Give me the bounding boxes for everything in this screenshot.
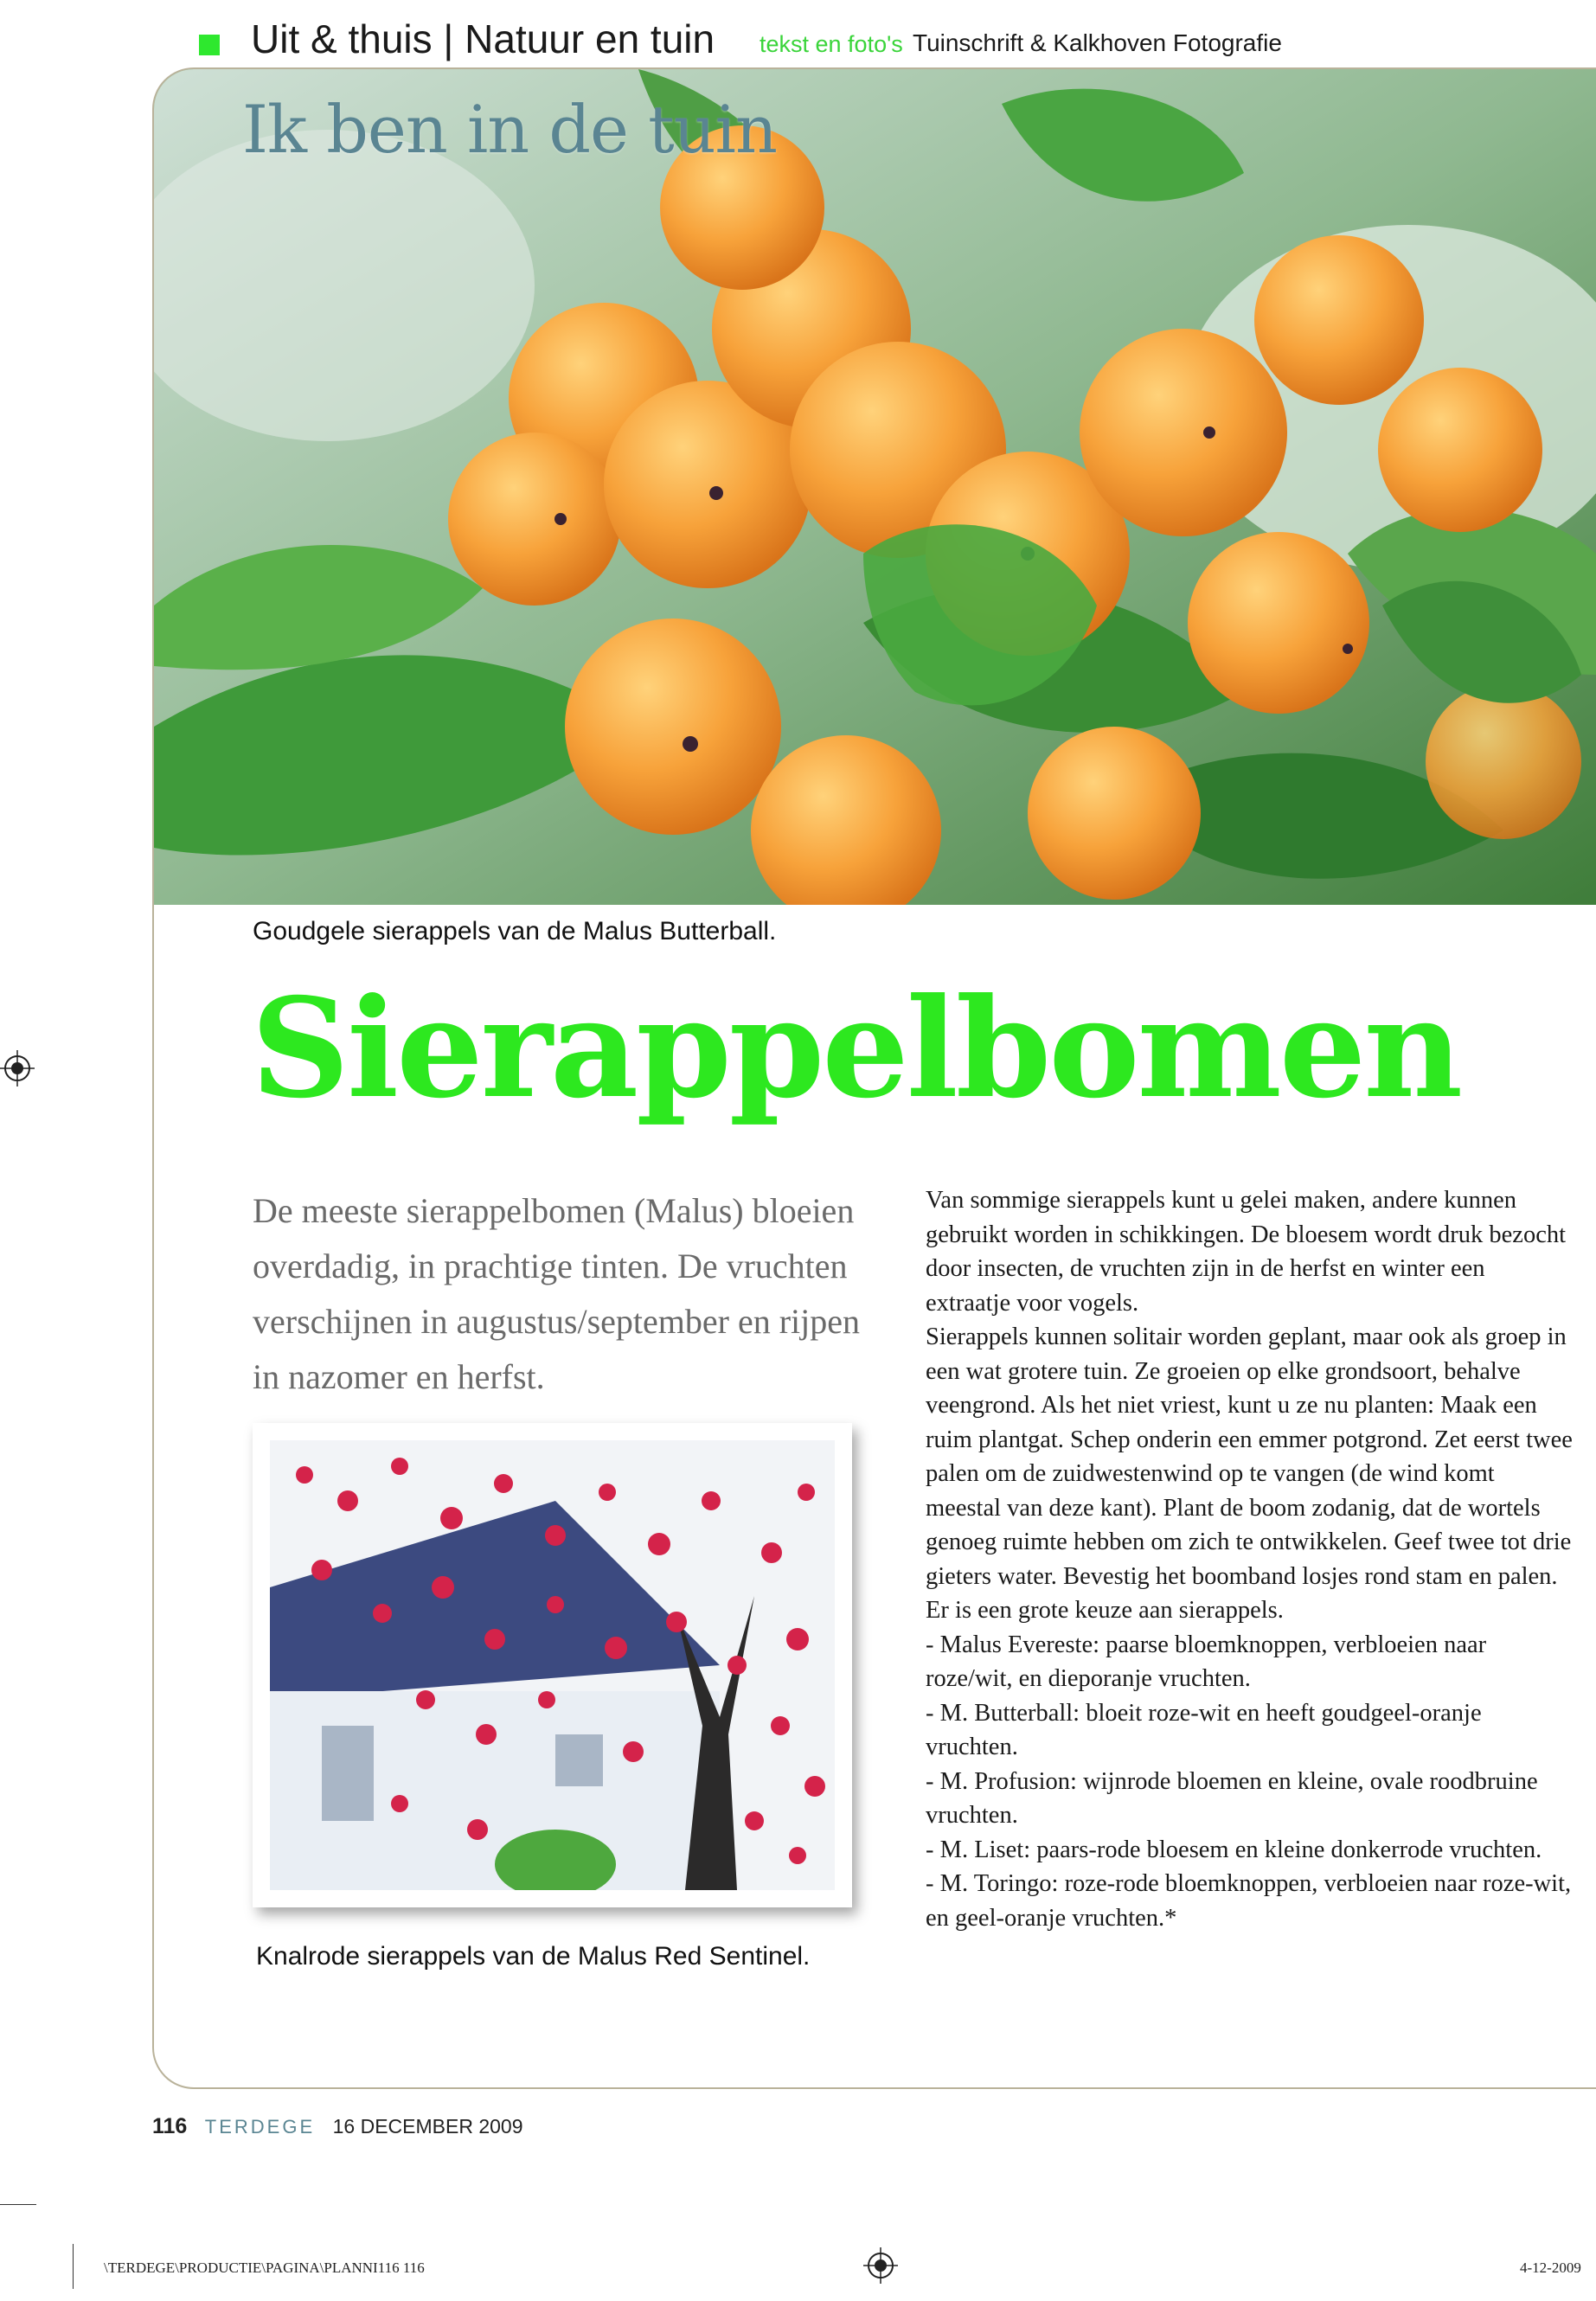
body-list-item: - M. Toringo: roze-rode bloemknoppen, verbloeien naar roze-wit, en geel-oranje vruchten.* bbox=[926, 1870, 1572, 1932]
hero-photo bbox=[154, 69, 1596, 905]
hero-photo-illustration bbox=[154, 69, 1596, 905]
headline: Sierappelbomen bbox=[251, 969, 1461, 1129]
page-footer bbox=[152, 2114, 523, 2139]
body-text bbox=[926, 1183, 1574, 1935]
credit-label: tekst en foto's bbox=[760, 31, 903, 57]
kicker-title: Ik ben in de tuin bbox=[242, 91, 777, 168]
issue-date: 16 DECEMBER 2009 bbox=[332, 2115, 523, 2138]
magazine-name: TERDEGE bbox=[204, 2116, 316, 2138]
body-paragraph: Sierappels kunnen solitair worden geplant, maar ook als groep in een wat grotere tuin. Ze groeien op elke grondsoort, behalve veengrond. Als het niet vriest, kunt u ze nu planten: Maak een ruim plantgat. Schep onderin een emmer potgrond. Zet eerst twee palen om de zuidwestenwind op te vangen (de wind komt meestal van deze kant). Plant de boom zodanig, dat de wortels genoeg ruimte hebben om zich te ontwikkelen. Geef twee tot drie gieters water. Bevestig het boomband losjes rond stam en palen. bbox=[926, 1324, 1573, 1590]
section-marker bbox=[199, 35, 220, 55]
crop-mark bbox=[0, 2204, 36, 2205]
secondary-photo bbox=[253, 1423, 852, 1907]
crop-mark bbox=[73, 2244, 74, 2289]
credit-value: Tuinschrift & Kalkhoven Fotografie bbox=[913, 29, 1282, 56]
page-number: 116 bbox=[152, 2114, 188, 2138]
body-list-item: - M. Profusion: wijnrode bloemen en kleine, ovale roodbruine vruchten. bbox=[926, 1767, 1538, 1829]
body-list-item: - Malus Evereste: paarse bloemknoppen, verbloeien naar roze/wit, en dieporanje vruchten. bbox=[926, 1631, 1487, 1692]
secondary-caption: Knalrode sierappels van de Malus Red Sentinel. bbox=[256, 1942, 811, 1971]
registration-mark-icon bbox=[863, 2246, 898, 2285]
hero-caption: Goudgele sierappels van de Malus Butterball. bbox=[253, 917, 777, 945]
body-paragraph: Van sommige sierappels kunt u gelei maken, andere kunnen gebruikt worden in schikkingen. De bloesem wordt druk bezocht door insecten, de vruchten zijn in de herfst en winter een extraatje voor vogels. bbox=[926, 1187, 1567, 1317]
print-slug: \TERDEGE\PRODUCTIE\PAGINA\PLANNI116 116 bbox=[104, 2259, 425, 2276]
intro-text: De meeste sierappelbomen (Malus) bloeien overdadig, in prachtige tinten. De vruchten verschijnen in augustus/september en rijpen in nazomer en herfst. bbox=[253, 1191, 861, 1396]
body-list-item: - M. Liset: paars-rode bloesem en kleine donkerrode vruchten. bbox=[926, 1836, 1542, 1863]
secondary-photo-illustration bbox=[270, 1440, 835, 1890]
registration-mark-icon bbox=[0, 1047, 35, 1090]
print-slug-date: 4-12-2009 bbox=[1520, 2259, 1581, 2276]
body-paragraph: Er is een grote keuze aan sierappels. bbox=[926, 1597, 1284, 1624]
body-list-item: - M. Butterball: bloeit roze-wit en heeft goudgeel-oranje vruchten. bbox=[926, 1699, 1482, 1760]
section-title: Uit & thuis | Natuur en tuin bbox=[251, 16, 715, 61]
